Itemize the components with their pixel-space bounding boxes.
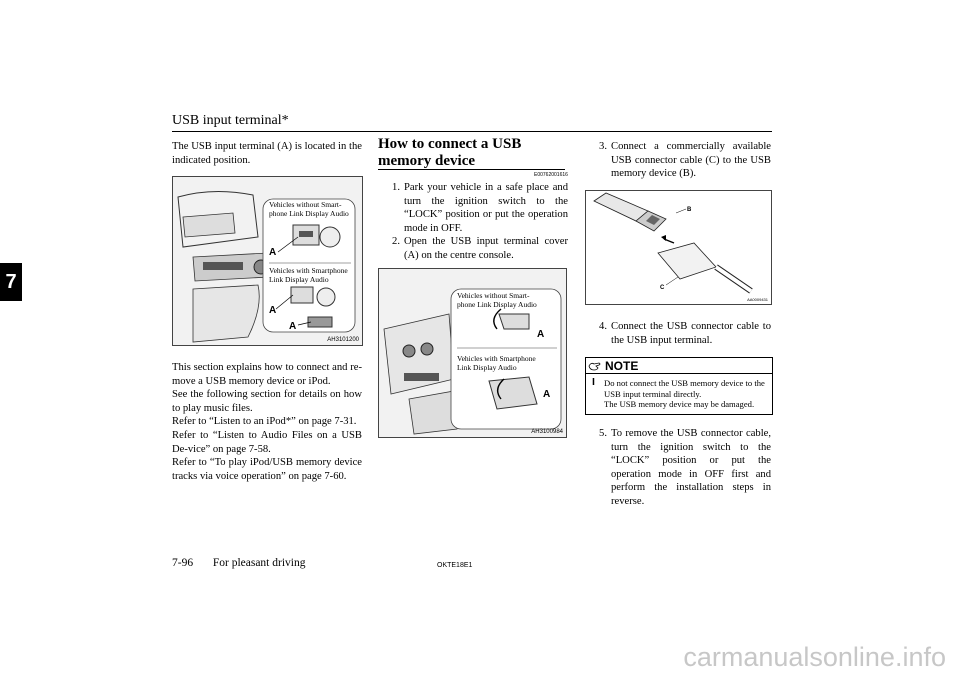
usb-cable-illustration (586, 191, 771, 304)
dashboard-illustration (173, 177, 362, 345)
reference-ipod: Refer to “Listen to an iPod*” on page 7-31. (172, 416, 357, 428)
step-3 (585, 140, 771, 181)
step-4 (585, 320, 771, 347)
fig1-marker-a-1: A (269, 247, 277, 258)
step-5 (585, 427, 771, 509)
header-divider (172, 131, 772, 132)
section-code: E00762001616 (534, 172, 568, 178)
list-item: 4. Connect the USB connector cable to the USB input terminal. (599, 321, 771, 346)
fig1-marker-a-3: A (289, 321, 297, 332)
fig1-label-bottom-line1: Vehicles with Smartphone (269, 266, 348, 275)
footer-code: OKTE18E1 (437, 562, 473, 569)
figure-usb-cable (585, 190, 772, 305)
note-hand-icon (588, 360, 602, 372)
chapter-tab: 7 (0, 263, 22, 301)
fig1-label-top-line1: Vehicles without Smart- (269, 200, 342, 209)
fig1-marker-a-2: A (269, 305, 277, 316)
details-paragraph: See the following section for details on how to play music files. (172, 389, 362, 414)
fig3-marker-b: B (687, 207, 692, 213)
reference-usb-audio: Refer to “Listen to Audio Files on a USB De-vice” on page 7-58. (172, 429, 362, 455)
list-item: 3. Connect a commercially available USB connector cable (C) to the USB memory device (B). (599, 141, 771, 180)
note-warning: Do not connect the USB memory device to the USB input terminal directly. (604, 378, 765, 399)
section-heading: How to connect a USB memory device (378, 136, 522, 169)
intro-paragraph: The USB input terminal (A) is located in the indicated position. (172, 141, 362, 166)
fig2-label-bottom-line1: Vehicles with Smartphone (457, 354, 536, 363)
explanation-paragraph: This section explains how to connect and re-move a USB memory device or iPod. (172, 362, 362, 387)
steps-list (378, 181, 568, 263)
fig2-marker-a-1: A (537, 329, 545, 340)
bullet-icon: l (592, 378, 595, 388)
figure-usb-location (172, 176, 363, 346)
reference-voice-operation: Refer to “To play iPod/USB memory device tracks via voice operation” on page 7-60. (172, 457, 362, 482)
note-consequence: The USB memory device may be damaged. (604, 399, 755, 409)
watermark: carmanualsonline.info (683, 642, 946, 672)
fig2-label-bottom-line2: Link Display Audio (457, 363, 517, 372)
page-number: 7-96 (172, 557, 194, 569)
running-header: USB input terminal* (172, 113, 289, 128)
fig2-label-top-line2: phone Link Display Audio (457, 300, 537, 309)
fig2-marker-a-2: A (543, 389, 551, 400)
figure-code: AH3101200 (327, 337, 359, 343)
note-title: NOTE (605, 358, 639, 373)
figure-console-cover (378, 268, 567, 438)
figure-code: AH3100984 (531, 429, 563, 435)
fig1-label-top-line2: phone Link Display Audio (269, 209, 349, 218)
figure-code: AA0009431 (747, 297, 768, 302)
fig3-marker-c: C (660, 285, 665, 291)
section-explanation (172, 361, 362, 483)
footer-section: For pleasant driving (212, 557, 306, 569)
fig1-label-bottom-line2: Link Display Audio (269, 275, 329, 284)
console-illustration (379, 269, 566, 437)
note-box (585, 357, 773, 415)
list-item: 2. Open the USB input terminal cover (A) on the centre console. (392, 236, 568, 261)
heading-rule (378, 169, 565, 170)
note-body (586, 374, 772, 410)
page-footer (172, 557, 305, 569)
list-item: 5. To remove the USB connector cable, turn the ignition switch to the “LOCK” position or put the operation mode in OFF first and perform the installation steps in reverse. (599, 428, 771, 507)
fig2-label-top-line1: Vehicles without Smart- (457, 291, 530, 300)
note-title-bar (586, 358, 772, 374)
list-item: 1. Park your vehicle in a safe place and turn the ignition switch to the “LOCK” position or put the operation mode in OFF. (392, 182, 568, 234)
